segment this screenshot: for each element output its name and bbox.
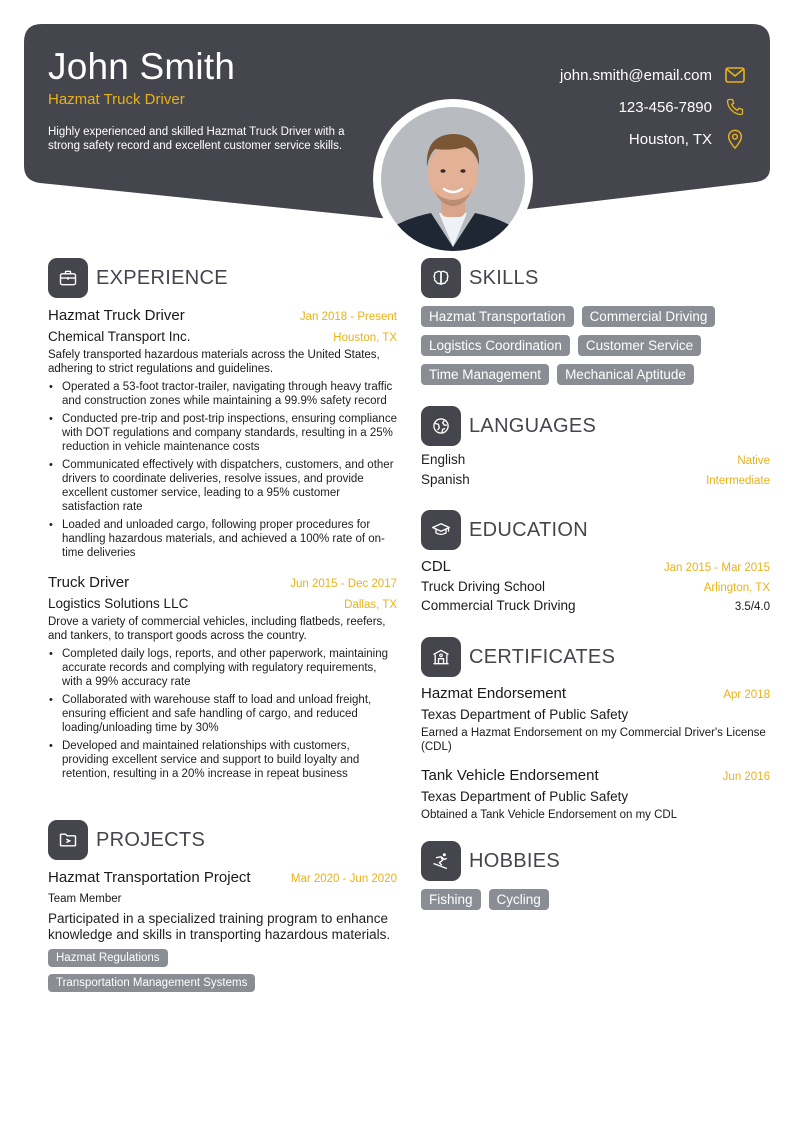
job-bullet: • Operated a 53-foot tractor-trailer, navigating through heavy traffic and construction zones while maintaining a 99.9% safety record (48, 380, 397, 408)
projects-section (48, 820, 397, 998)
certificate-name: Hazmat Endorsement (421, 685, 567, 702)
education-title: EDUCATION (469, 518, 588, 541)
job-bullet: • Developed and maintained relationships with customers, providing excellent service and support to build loyalty and retention, resulting in a 20% increase in repeat business (48, 739, 397, 781)
brain-icon (421, 258, 461, 298)
job-location: Houston, TX (333, 332, 397, 344)
contact-email[interactable] (560, 64, 746, 86)
project-dates: Mar 2020 - Jun 2020 (290, 873, 397, 885)
certificates-title: CERTIFICATES (469, 645, 616, 668)
job-bullet: • Communicated effectively with dispatchers, customers, and other drivers to coordinate deliveries, resolve issues, and provide excellent customer service, leading to a 95% customer satisfaction rate (48, 458, 397, 514)
certificate-description: Earned a Hazmat Endorsement on my Commercial Driver's License (CDL) (421, 727, 766, 753)
education-field: Commercial Truck Driving (421, 598, 576, 613)
language-level: Native (737, 455, 770, 467)
job-role: Truck Driver (48, 574, 130, 591)
education-school: Truck Driving School (421, 579, 546, 594)
hobbies-title: HOBBIES (469, 849, 561, 872)
skills-section (421, 258, 770, 393)
skills-header (421, 258, 770, 298)
education-location: Arlington, TX (703, 582, 770, 594)
skill-chip: Commercial Driving (582, 306, 716, 327)
folder-icon (48, 820, 88, 860)
languages-header (421, 406, 770, 446)
email-text[interactable]: john.smith@email.com (560, 66, 712, 84)
skill-chip: Time Management (421, 364, 549, 385)
briefcase-icon (48, 258, 88, 298)
certificates-section (421, 637, 770, 822)
hobby-chip: Fishing (421, 889, 481, 910)
certificates-header (421, 637, 770, 677)
experience-title: EXPERIENCE (96, 266, 228, 289)
job-dates: Jan 2018 - Present (299, 311, 397, 323)
skill-chip: Mechanical Aptitude (557, 364, 694, 385)
project-tag: Hazmat Regulations (48, 949, 168, 967)
skier-icon (421, 841, 461, 881)
hobbies-section (421, 841, 770, 918)
job-bullet: • Conducted pre-trip and post-trip inspections, ensuring compliance with DOT regulations and company standards, resulting in a 25% reduction in vehicle maintenance costs (48, 412, 397, 454)
skill-chip: Customer Service (578, 335, 701, 356)
job-company: Chemical Transport Inc. (48, 329, 191, 344)
project-tags (48, 948, 397, 998)
graduation-cap-icon (421, 510, 461, 550)
avatar (381, 107, 525, 251)
job-description: Drove a variety of commercial vehicles, including flatbeds, reefers, and tankers, to transport goods across the country. (48, 616, 386, 642)
hobbies-header (421, 841, 770, 881)
certificate-name: Tank Vehicle Endorsement (421, 767, 599, 784)
experience-header (48, 258, 397, 298)
project-role: Team Member (48, 893, 122, 905)
job-bullet: • Collaborated with warehouse staff to load and unload freight, ensuring efficient and safe handling of cargo, and reduced loading/unloading time by 30% (48, 693, 397, 735)
languages-list (421, 452, 770, 492)
mail-icon (724, 64, 746, 86)
phone-icon (724, 96, 746, 118)
project-tag: Transportation Management Systems (48, 974, 255, 992)
certificate-entry (421, 685, 770, 754)
education-entry (421, 558, 770, 613)
job-description: Safely transported hazardous materials across the United States, adhering to strict regulations and guidelines. (48, 349, 380, 375)
contact-location (629, 128, 746, 150)
certificate-date: Apr 2018 (723, 689, 770, 701)
language-row (421, 472, 770, 492)
job-location: Dallas, TX (344, 599, 397, 611)
languages-title: LANGUAGES (469, 414, 597, 437)
candidate-title: Hazmat Truck Driver (48, 91, 185, 108)
language-row (421, 452, 770, 472)
certificate-description: Obtained a Tank Vehicle Endorsement on my CDL (421, 809, 678, 821)
certificate-date: Jun 2016 (722, 771, 770, 783)
language-name: Spanish (421, 472, 470, 487)
certificate-issuer: Texas Department of Public Safety (421, 789, 629, 804)
language-name: English (421, 452, 466, 467)
skills-title: SKILLS (469, 266, 539, 289)
skills-list (421, 306, 770, 393)
candidate-name: John Smith (48, 46, 236, 87)
job-entry (48, 307, 397, 560)
job-bullet: • Completed daily logs, reports, and other paperwork, maintaining accurate records and complying with regulatory requirements, with a 99% accuracy rate (48, 647, 397, 689)
job-entry (48, 574, 397, 781)
certificate-entry (421, 767, 770, 822)
job-bullet: • Loaded and unloaded cargo, following proper procedures for handling hazardous materials, and achieved a 100% rate of on-time deliveries (48, 518, 397, 560)
education-degree: CDL (421, 558, 452, 575)
project-description: Participated in a specialized training program to enhance knowledge and skills in transporting hazardous materials. (48, 911, 391, 942)
hobby-chip: Cycling (489, 889, 549, 910)
project-entry (48, 869, 397, 998)
education-gpa: 3.5/4.0 (734, 601, 770, 613)
job-dates: Jun 2015 - Dec 2017 (290, 578, 397, 590)
projects-header (48, 820, 397, 860)
globe-icon (421, 406, 461, 446)
project-name: Hazmat Transportation Project (48, 869, 251, 886)
institution-icon (421, 637, 461, 677)
phone-text[interactable]: 123-456-7890 (618, 98, 712, 116)
profile-summary: Highly experienced and skilled Hazmat Truck Driver with a strong safety record and excellent customer service skills. (48, 126, 345, 152)
job-bullets (48, 380, 397, 560)
hobbies-list (421, 889, 770, 918)
skill-chip: Logistics Coordination (421, 335, 570, 356)
projects-title: PROJECTS (96, 828, 206, 851)
language-level: Intermediate (706, 475, 770, 487)
experience-section (48, 258, 397, 785)
skill-chip: Hazmat Transportation (421, 306, 574, 327)
education-dates: Jan 2015 - Mar 2015 (663, 562, 770, 574)
languages-section (421, 406, 770, 492)
job-bullets (48, 647, 397, 781)
map-pin-icon (724, 128, 746, 150)
location-text: Houston, TX (628, 130, 712, 148)
contact-phone[interactable] (619, 96, 746, 118)
education-section (421, 510, 770, 613)
education-header (421, 510, 770, 550)
certificate-issuer: Texas Department of Public Safety (421, 707, 629, 722)
job-company: Logistics Solutions LLC (48, 596, 189, 611)
job-role: Hazmat Truck Driver (48, 307, 185, 324)
